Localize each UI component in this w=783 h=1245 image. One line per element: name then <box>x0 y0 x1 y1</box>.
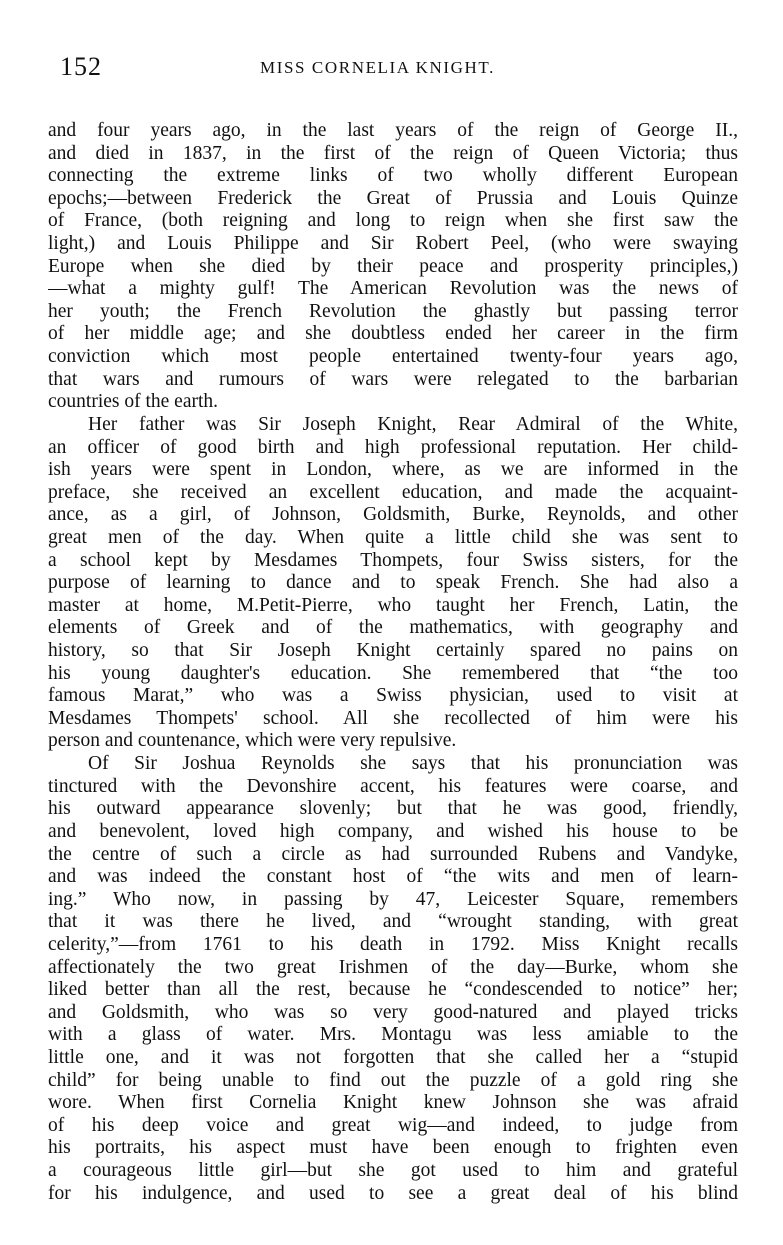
text-line: and four years ago, in the last years of the reign of George II., <box>48 120 738 141</box>
text-line: purpose of learning to dance and to speak French. She had also a <box>48 572 738 594</box>
text-line: master at home, M.Petit-Pierre, who taught her French, Latin, the <box>48 594 738 616</box>
text-line: the centre of such a circle as had surrounded Rubens and Vandyke, <box>48 843 738 865</box>
text-line: conviction which most people entertained twenty-four years ago, <box>48 346 738 368</box>
text-line: of his deep voice and great wig—and indeed, to judge from <box>48 1114 738 1136</box>
text-line: little one, and it was not forgotten that she called her a “stupid <box>48 1046 738 1068</box>
running-title: MISS CORNELIA KNIGHT. <box>260 58 495 77</box>
text-line: celerity,”—from 1761 to his death in 1792. Miss Knight recalls <box>48 933 738 955</box>
page-number: 152 <box>60 52 102 81</box>
text-line: ance, as a girl, of Johnson, Goldsmith, Burke, Reynolds, and other <box>48 504 738 526</box>
text-line: connecting the extreme links of two wholly different European <box>48 165 738 187</box>
text-line: that it was there he lived, and “wrought standing, with great <box>48 911 738 933</box>
text-line: his outward appearance slovenly; but that he was good, friendly, <box>48 798 738 820</box>
text-line: preface, she received an excellent education, and made the acquaint- <box>48 481 738 503</box>
text-line: with a glass of water. Mrs. Montagu was less amiable to the <box>48 1024 738 1046</box>
text-line: and was indeed the constant host of “the wits and men of learn- <box>48 866 738 888</box>
text-line: of her middle age; and she doubtless ended her career in the firm <box>48 323 738 345</box>
text-line: light,) and Louis Philippe and Sir Robert Peel, (who were swaying <box>48 233 738 255</box>
text-line: history, so that Sir Joseph Knight certainly spared no pains on <box>48 640 738 662</box>
text-line: affectionately the two great Irishmen of the day—Burke, whom she <box>48 956 738 978</box>
text-line: and benevolent, loved high company, and wished his house to be <box>48 820 738 842</box>
text-line: famous Marat,” who was a Swiss physician, used to visit at <box>48 685 738 707</box>
text-line: —what a mighty gulf! The American Revolution was the news of <box>48 278 738 300</box>
text-line: wore. When first Cornelia Knight knew Johnson she was afraid <box>48 1092 738 1114</box>
text-line: epochs;—between Frederick the Great of Prussia and Louis Quinze <box>48 187 738 209</box>
text-line: a courageous little girl—but she got used to him and grateful <box>48 1160 738 1182</box>
text-line: her youth; the French Revolution the ghastly but passing terror <box>48 300 738 322</box>
text-line: great men of the day. When quite a little child she was sent to <box>48 526 738 548</box>
text-line: elements of Greek and of the mathematics, with geography and <box>48 617 738 639</box>
text-line: for his indulgence, and used to see a great deal of his blind <box>48 1182 738 1204</box>
text-line: countries of the earth. <box>48 391 219 413</box>
text-line: Mesdames Thompets' school. All she recollected of him were his <box>48 707 738 729</box>
text-line: of France, (both reigning and long to reign when she first saw the <box>48 210 738 232</box>
text-line: Of Sir Joshua Reynolds she says that his pronunciation was <box>88 753 738 775</box>
text-line: ish years were spent in London, where, as we are informed in the <box>48 459 738 481</box>
text-line: ing.” Who now, in passing by 47, Leicester Square, remembers <box>48 888 738 910</box>
body-text <box>48 120 738 1205</box>
text-line: person and countenance, which were very repulsive. <box>48 730 457 752</box>
text-line: his portraits, his aspect must have been enough to frighten even <box>48 1137 738 1159</box>
text-line: child” for being unable to find out the puzzle of a gold ring she <box>48 1069 738 1091</box>
text-line: tinctured with the Devonshire accent, his features were coarse, and <box>48 775 738 797</box>
text-line: liked better than all the rest, because he “condescended to notice” her; <box>48 979 738 1001</box>
text-line: Her father was Sir Joseph Knight, Rear Admiral of the White, <box>88 413 738 435</box>
text-line: that wars and rumours of wars were relegated to the barbarian <box>48 368 738 390</box>
text-line: his young daughter's education. She remembered that “the too <box>48 662 738 684</box>
page-header <box>60 50 740 90</box>
text-line: Europe when she died by their peace and prosperity principles,) <box>48 255 738 277</box>
text-line: a school kept by Mesdames Thompets, four Swiss sisters, for the <box>48 549 738 571</box>
text-line: and Goldsmith, who was so very good-natured and played tricks <box>48 1001 738 1023</box>
text-line: an officer of good birth and high professional reputation. Her child- <box>48 436 738 458</box>
text-line: and died in 1837, in the first of the reign of Queen Victoria; thus <box>48 142 738 164</box>
